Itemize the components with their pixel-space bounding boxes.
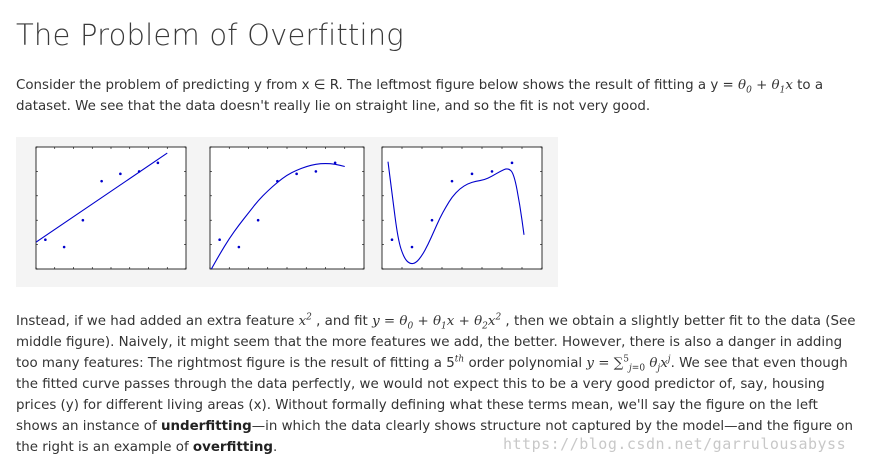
data-point (138, 170, 141, 173)
data-point (218, 238, 221, 241)
fifth-order: 5th (446, 354, 465, 371)
p2-text-7: . (272, 440, 278, 455)
overfitting-term: overfitting (192, 440, 273, 455)
fit-figures-svg (16, 137, 558, 287)
data-point (491, 170, 494, 173)
data-point (44, 238, 47, 241)
data-point (119, 173, 122, 176)
data-point (411, 246, 414, 249)
data-point (511, 162, 514, 165)
data-point (295, 173, 298, 176)
quadratic-hypothesis-formula: $y = \theta_0 + \theta_1x + \theta_2x^2$ (372, 312, 502, 332)
p2-text-3: , then we obtain a slightly better fit to the data (See middle figure). Naively, it might seem that the more features we add, the better. However, there is also a danger in adding too many features: The rightmost figure is the result of fitting a (16, 314, 856, 371)
data-point (157, 162, 160, 165)
data-point (100, 180, 103, 183)
intro-text-b: to a dataset. We see that the data doesn't really lie on straight line, and so the fit is not very good. (16, 78, 824, 114)
underfitting-term: underfitting (160, 419, 252, 434)
page-title: The Problem of Overfitting (16, 18, 404, 52)
data-point (63, 246, 66, 249)
data-point (451, 180, 454, 183)
data-point (315, 170, 318, 173)
polynomial-formula: y = ∑$^5_{j=0}$ $\theta_jx^j$ (586, 354, 671, 374)
intro-paragraph (16, 75, 858, 117)
data-point (431, 219, 434, 222)
linear-hypothesis-formula: $\theta_0 + \theta_1x$ (738, 78, 793, 96)
plot-frame-3 (382, 147, 542, 269)
data-point (257, 219, 260, 222)
data-point (238, 246, 241, 249)
p2-text-5: . We see that even though the fitted curve passes through the data perfectly, we would not expect this to be a very good predictor of, say, housing prices (y) for different living areas (x). Without formally defining what these terms mean, we'll say the figure on the left shows an instance of (16, 356, 848, 434)
watermark: https://blog.csdn.net/garrulousabyss (503, 435, 847, 453)
p2-text-1: Instead, if we had added an extra feature (16, 314, 299, 329)
data-point (82, 219, 85, 222)
p2-text-6: —in which the data clearly shows structure not captured by the model—and the figure on the right is an example of (16, 419, 853, 455)
data-point (391, 238, 394, 241)
fit-figures (16, 137, 558, 287)
data-point (471, 173, 474, 176)
p2-text-4: order polynomial (464, 356, 587, 371)
data-point (276, 180, 279, 183)
plot-frame-1 (36, 147, 186, 269)
feature-x-squared: $x^2$ (298, 312, 312, 329)
intro-text-a: Consider the problem of predicting y from x ∈ R. The leftmost figure below shows the result of fitting a y = (16, 78, 739, 93)
data-point (334, 162, 337, 165)
p2-text-2: , and fit (311, 314, 373, 329)
